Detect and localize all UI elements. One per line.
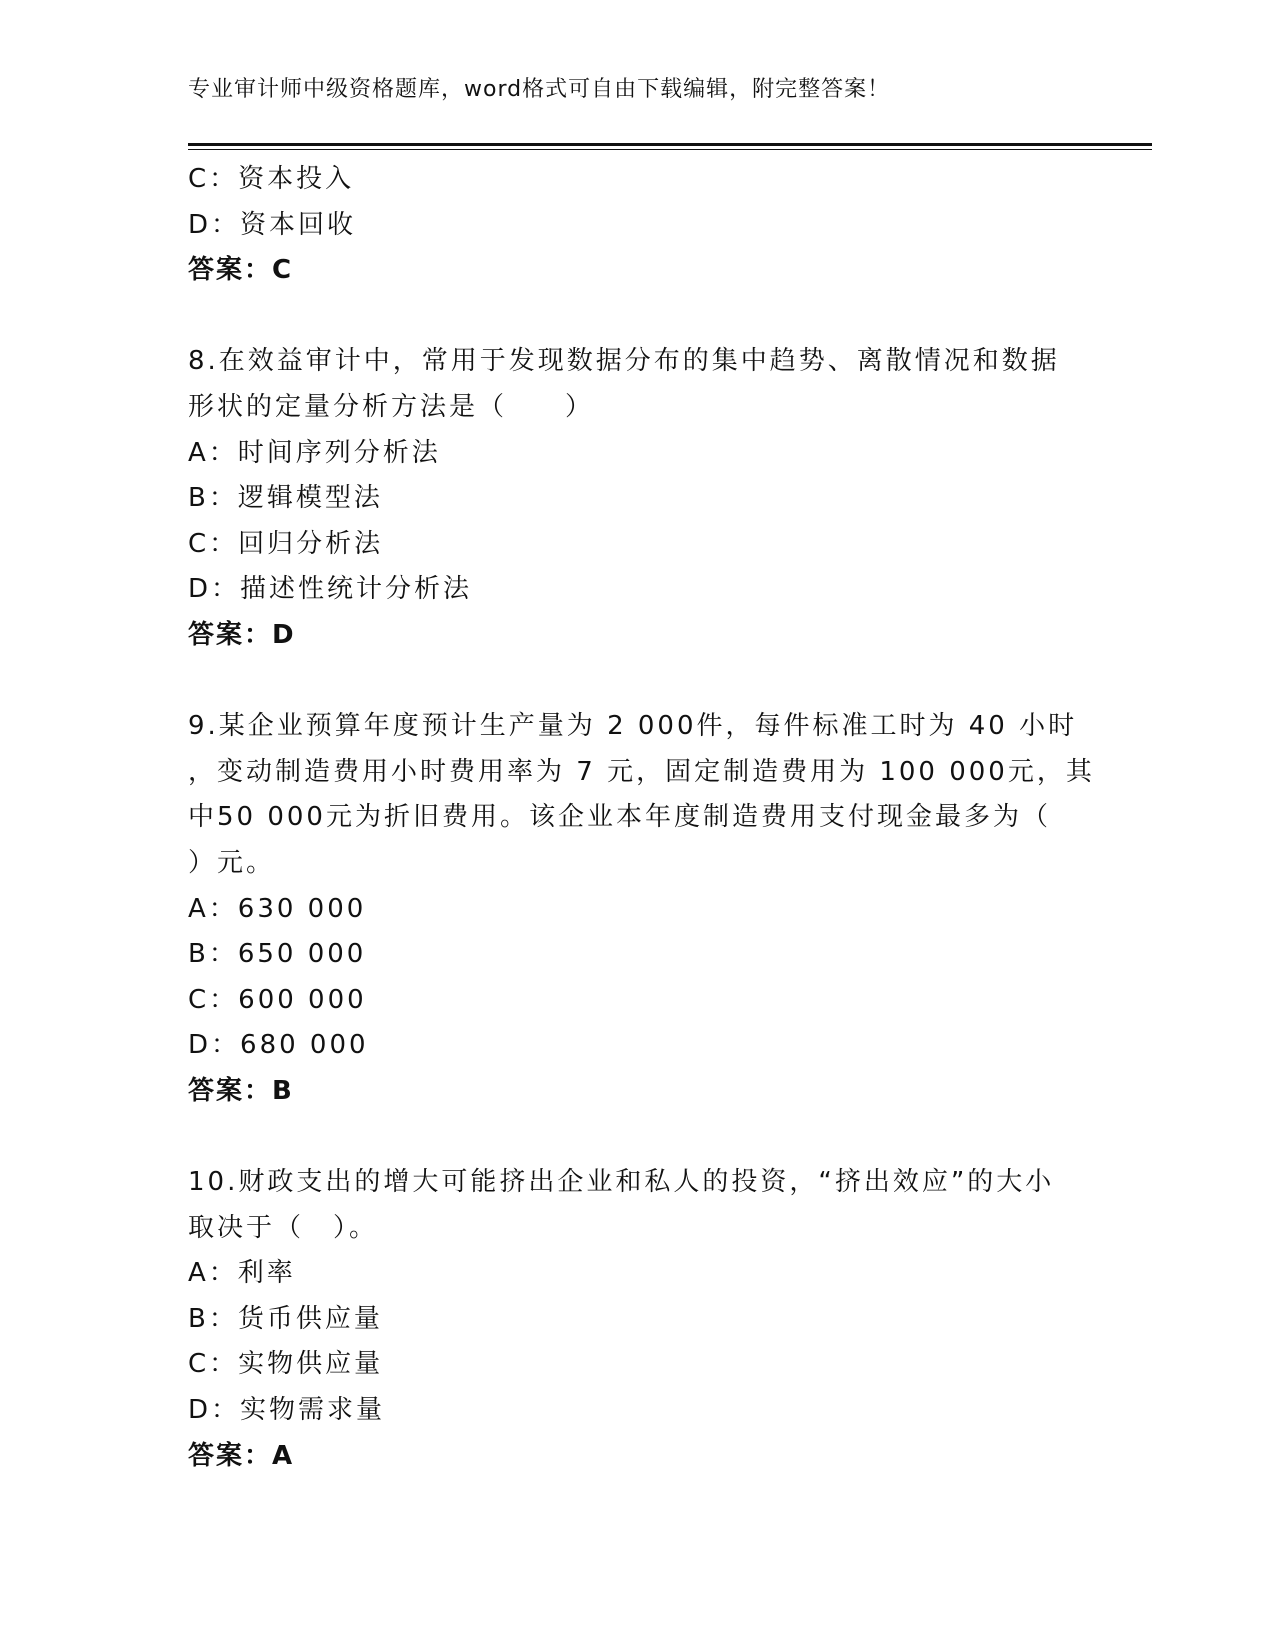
option-d: D：实物需求量: [188, 1395, 386, 1426]
question-block-8: [188, 339, 1088, 658]
option-c: C：实物供应量: [188, 1349, 384, 1380]
option-b: B：货币供应量: [188, 1303, 383, 1334]
answer: 答案：B: [188, 1075, 294, 1106]
option-c: C：600 000: [188, 984, 367, 1015]
question-block-7: [188, 157, 1088, 294]
option-a: A：时间序列分析法: [188, 437, 441, 468]
option-d: D：资本回收: [188, 209, 357, 240]
spacer: [188, 659, 1088, 705]
option-a: A：利率: [188, 1258, 296, 1289]
option-d: D：680 000: [188, 1030, 369, 1061]
answer: 答案：D: [188, 619, 296, 650]
header-rule-thick: [188, 143, 1152, 146]
question-text: 形状的定量分析方法是（ ）: [188, 391, 595, 422]
spacer: [188, 294, 1088, 340]
question-block-10: [188, 1160, 1088, 1479]
option-a: A：630 000: [188, 893, 367, 924]
question-text: ）元。: [188, 847, 276, 878]
question-text: 中50 000元为折旧费用。该企业本年度制造费用支付现金最多为（: [188, 802, 1051, 833]
question-list: [188, 157, 1095, 1479]
option-d: D：描述性统计分析法: [188, 574, 473, 605]
option-c: C：回归分析法: [188, 528, 384, 559]
answer: 答案：C: [188, 255, 294, 286]
answer: 答案：A: [188, 1440, 295, 1471]
question-text: 取决于（ ）。: [188, 1212, 379, 1243]
question-text: 8.在效益审计中，常用于发现数据分布的集中趋势、离散情况和数据: [188, 346, 1060, 377]
page-header: 专业审计师中级资格题库，word格式可自由下载编辑，附完整答案！: [188, 77, 891, 102]
question-text: ，变动制造费用小时费用率为 7 元，固定制造费用为 100 000元，其: [188, 756, 1095, 787]
spacer: [188, 1114, 1088, 1160]
option-b: B：650 000: [188, 939, 367, 970]
option-c: C：资本投入: [188, 164, 355, 194]
question-block-9: [188, 704, 1095, 1114]
option-b: B：逻辑模型法: [188, 483, 383, 514]
question-text: 10.财政支出的增大可能挤出企业和私人的投资，“挤出效应”的大小: [188, 1167, 1055, 1198]
question-text: 9.某企业预算年度预计生产量为 2 000件，每件标准工时为 40 小时: [188, 711, 1078, 742]
header-rule-thin: [188, 149, 1152, 150]
